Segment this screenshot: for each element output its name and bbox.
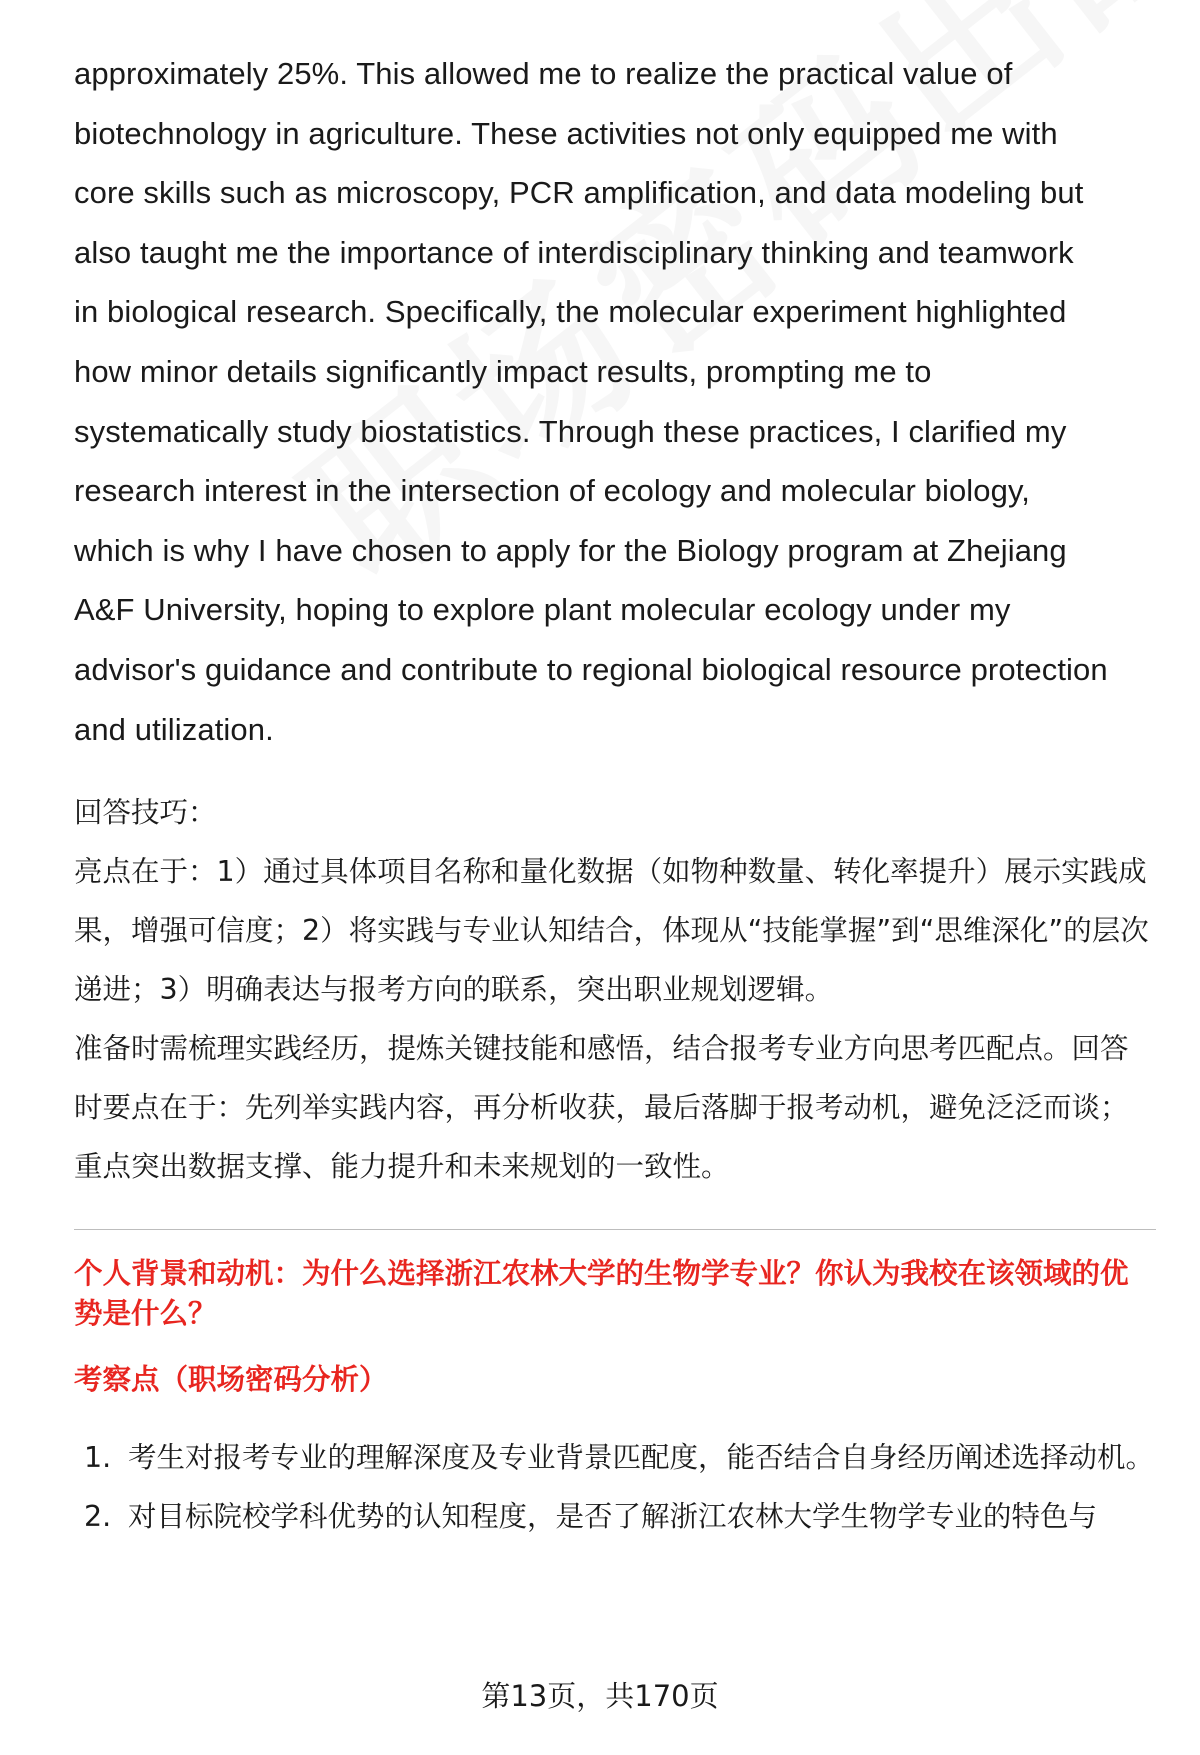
- list-item: [74, 1428, 1156, 1487]
- body-line: which is why I have chosen to apply for the Biology program at Zhejiang: [74, 532, 1067, 568]
- body-line: also taught me the importance of interdisciplinary thinking and teamwork: [74, 234, 1074, 270]
- body-line: A&F University, hoping to explore plant molecular ecology under my: [74, 592, 1011, 628]
- tips-heading: 回答技巧：: [74, 796, 217, 830]
- list-item-number: 1.: [84, 1441, 112, 1475]
- tips-preparation: 准备时需梳理实践经历，提炼关键技能和感悟，结合报考专业方向思考匹配点。回答时要点在于：先列举实践内容，再分析收获，最后落脚于报考动机，避免泛泛而谈；重点突出数据支撑、能力提升和未来规划的一致性。: [74, 1032, 1129, 1184]
- tips-highlight: 亮点在于：1）通过具体项目名称和量化数据（如物种数量、转化率提升）展示实践成果，增强可信度；2）将实践与专业认知结合，体现从“技能掌握”到“思维深化”的层次递进；3）明确表达与报考方向的联系，突出职业规划逻辑。: [74, 855, 1149, 1007]
- list-item-text: 考生对报考专业的理解深度及专业背景匹配度，能否结合自身经历阐述选择动机。: [128, 1441, 1155, 1475]
- body-line: systematically study biostatistics. Through these practices, I clarified my: [74, 413, 1067, 449]
- body-line: and utilization.: [74, 711, 274, 747]
- body-line: advisor's guidance and contribute to regional biological resource protection: [74, 651, 1108, 687]
- answer-tips: [74, 783, 1156, 1196]
- list-item-number: 2.: [84, 1500, 112, 1534]
- page-number: 第13页，共170页: [481, 1679, 719, 1713]
- list-item: [74, 1487, 1156, 1546]
- body-line: in biological research. Specifically, the molecular experiment highlighted: [74, 294, 1067, 330]
- section-divider: [74, 1229, 1156, 1230]
- body-line: core skills such as microscopy, PCR amplification, and data modeling but: [74, 175, 1084, 211]
- question-heading: 个人背景和动机：为什么选择浙江农林大学的生物学专业？你认为我校在该领域的优势是什么？: [74, 1257, 1129, 1331]
- body-line: biotechnology in agriculture. These activities not only equipped me with: [74, 115, 1058, 151]
- list-item-text: 对目标院校学科优势的认知程度，是否了解浙江农林大学生物学专业的特色与: [128, 1500, 1098, 1534]
- analysis-title: 考察点（职场密码分析）: [74, 1363, 388, 1397]
- body-paragraph: [74, 44, 1156, 759]
- analysis-list: [74, 1428, 1156, 1546]
- body-line: research interest in the intersection of ecology and molecular biology,: [74, 473, 1030, 509]
- document-page: [74, 44, 1156, 1546]
- body-line: approximately 25%. This allowed me to realize the practical value of: [74, 56, 1013, 91]
- body-line: how minor details significantly impact results, prompting me to: [74, 353, 932, 389]
